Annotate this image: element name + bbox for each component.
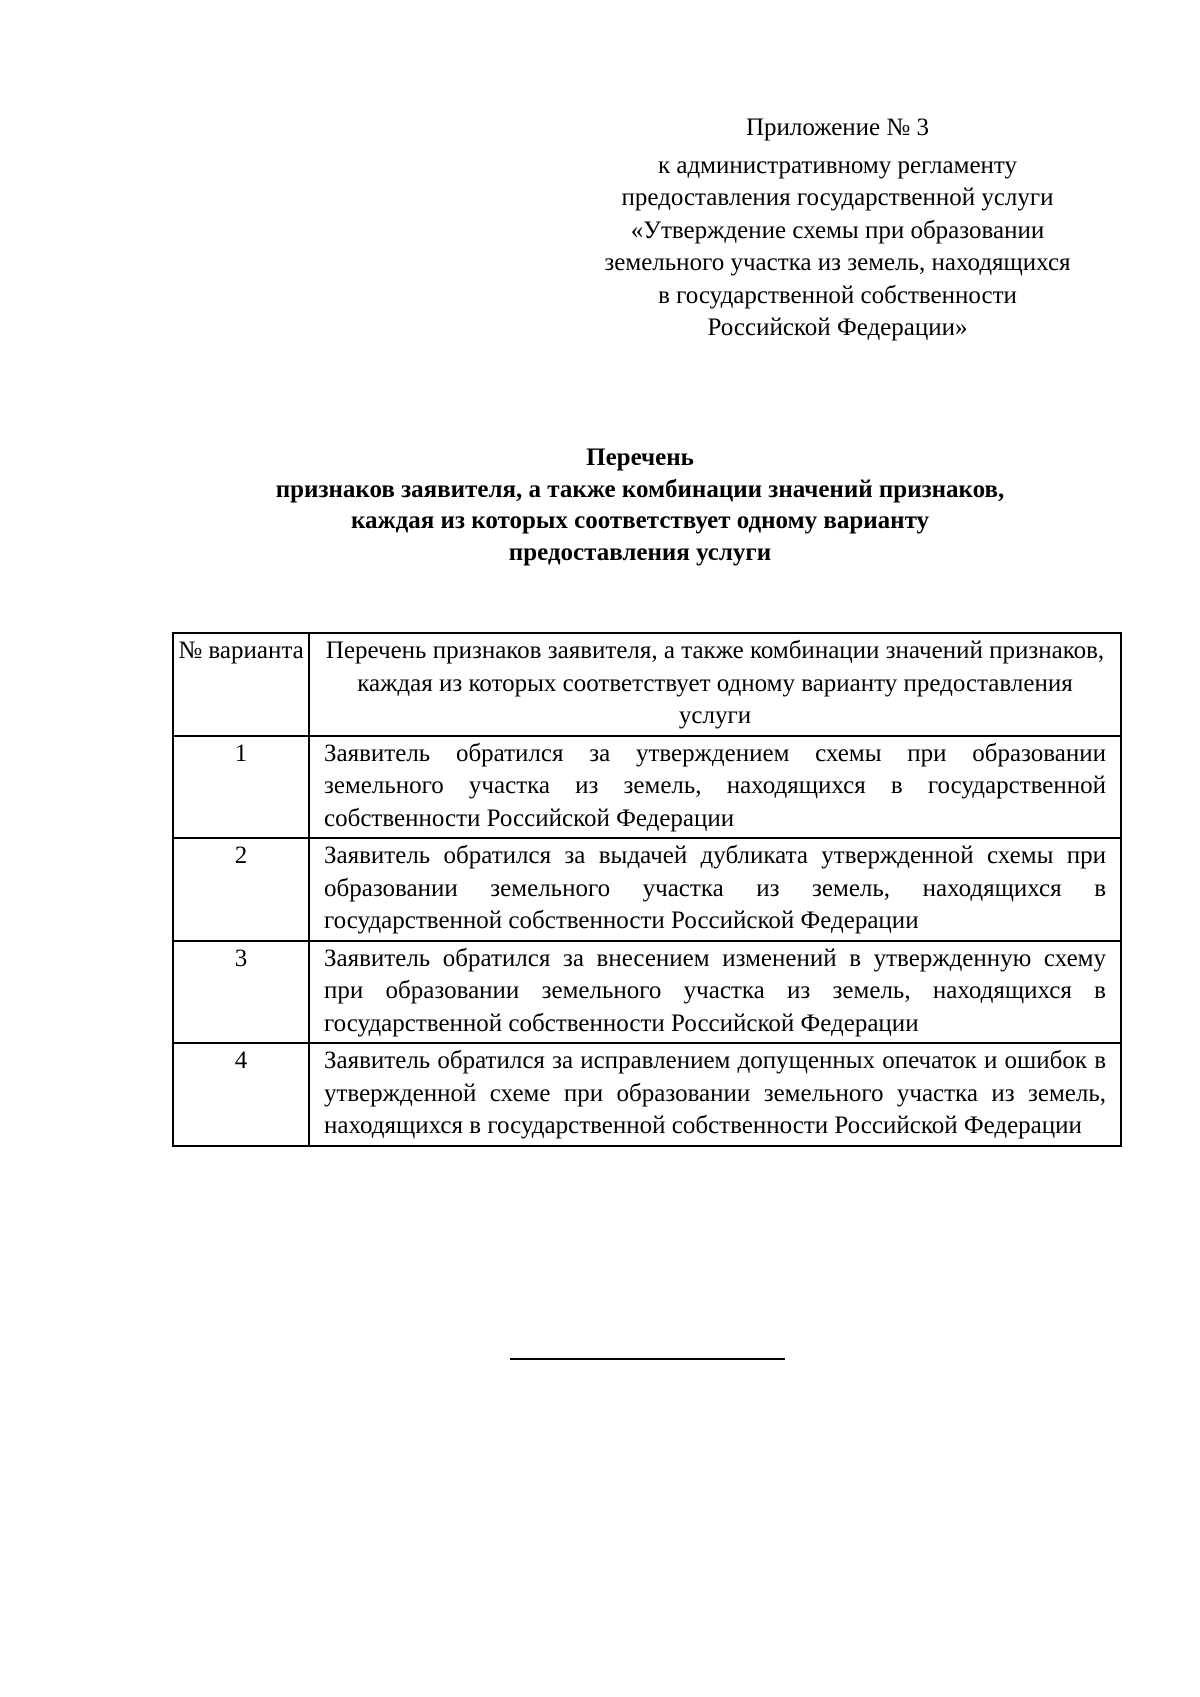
variant-description-cell: Заявитель обратился за выдачей дубликата утвержденной схемы при образовании земельного участка из земель, находящихся в государственной собственности Российской Федерации [309, 838, 1121, 941]
appendix-line: предоставления государственной услуги [621, 184, 1054, 211]
variant-number-cell: 4 [173, 1043, 309, 1146]
variant-description-cell: Заявитель обратился за внесением изменений в утвержденную схему при образовании земельного участка из земель, находящихся в государственной собственности Российской Федерации [309, 941, 1121, 1044]
title-line: предоставления услуги [508, 538, 772, 566]
appendix-line: в государственной собственности [658, 281, 1017, 309]
appendix-line: «Утверждение схемы при образовании [630, 216, 1045, 244]
end-divider [510, 1358, 785, 1360]
variant-number-cell: 2 [173, 838, 309, 941]
appendix-line: земельного участка из земель, находящихся [604, 249, 1071, 276]
table-row [173, 736, 1121, 839]
variant-number-cell: 1 [173, 736, 309, 839]
table-row [173, 838, 1121, 941]
variant-number-cell: 3 [173, 941, 309, 1044]
appendix-number: Приложение № 3 [745, 114, 930, 141]
title-line: каждая из которых соответствует одному варианту [350, 507, 930, 534]
variant-description-cell: Заявитель обратился за исправлением допущенных опечаток и ошибок в утвержденной схеме при образовании земельного участка из земель, находящихся в государственной собственности Российской Федерации [309, 1043, 1121, 1146]
table-header-row [173, 633, 1121, 736]
appendix-line: Российской Федерации» [707, 314, 968, 341]
variant-description-cell: Заявитель обратился за утверждением схемы при образовании земельного участка из земель, находящихся в государственной собственности Российской Федерации [309, 736, 1121, 839]
appendix-header [570, 112, 1105, 345]
table-row [173, 941, 1121, 1044]
header-variant-number: № варианта [173, 633, 309, 736]
title-line: признаков заявителя, а также комбинации значений признаков, [275, 475, 1005, 503]
table-row [173, 1043, 1121, 1146]
document-title [150, 442, 1130, 568]
header-description: Перечень признаков заявителя, а также комбинации значений признаков, каждая из которых соответствует одному варианту предоставления услуги [309, 633, 1121, 736]
appendix-line: к административному регламенту [657, 151, 1018, 179]
title-line: Перечень [586, 444, 694, 471]
variants-table [172, 632, 1122, 1147]
